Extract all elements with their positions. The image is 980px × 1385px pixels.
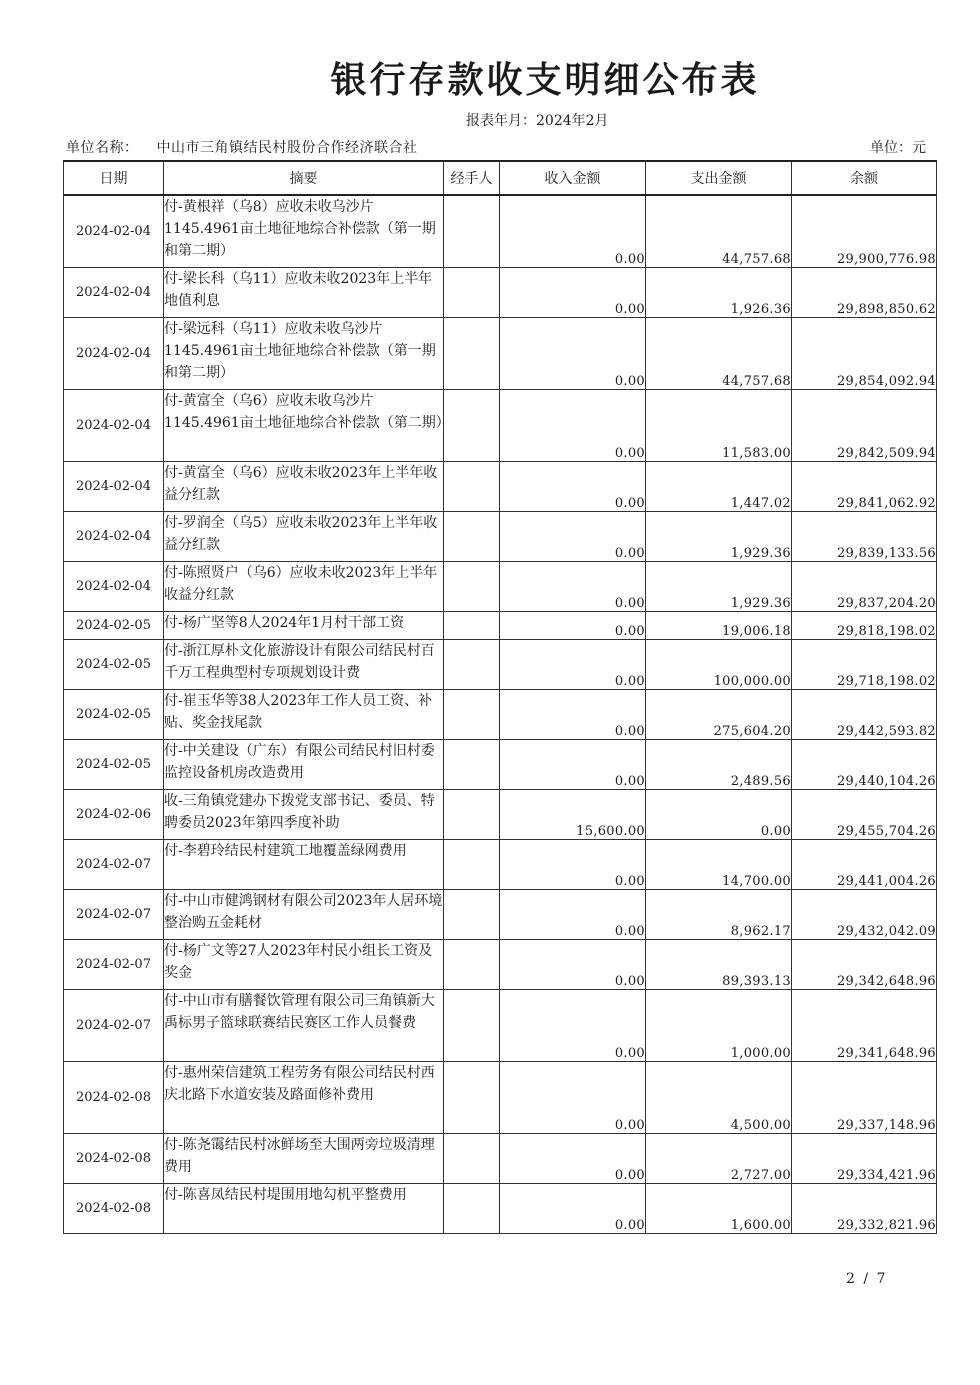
cell-expense: 100,000.00: [646, 639, 792, 689]
cell-expense: 44,757.68: [646, 317, 792, 389]
table-row: [64, 389, 937, 461]
cell-summary: 付-浙江厚朴文化旅游设计有限公司结民村百千万工程典型村专项规划设计费: [164, 639, 444, 689]
cell-summary: 付-崔玉华等38人2023年工作人员工资、补贴、奖金找尾款: [164, 689, 444, 739]
cell-summary: 付-陈尧霭结民村冰鲜场至大围两旁垃圾清理费用: [164, 1133, 444, 1183]
cell-balance: 29,440,104.26: [792, 739, 937, 789]
cell-summary: 付-中山市有膳餐饮管理有限公司三角镇新大禹标男子篮球联赛结民赛区工作人员餐费: [164, 989, 444, 1061]
table-row: [64, 1133, 937, 1183]
cell-balance: 29,334,421.96: [792, 1133, 937, 1183]
table-row: [64, 511, 937, 561]
cell-balance: 29,839,133.56: [792, 511, 937, 561]
cell-date: 2024-02-05: [64, 739, 164, 789]
table-row: [64, 689, 937, 739]
cell-summary: 付-梁远科（乌11）应收未收乌沙片1145.4961亩土地征地综合补偿款（第一期和第二期）: [164, 317, 444, 389]
column-header-income: 收入金额: [500, 161, 646, 195]
cell-expense: 1,929.36: [646, 561, 792, 611]
cell-expense: 1,447.02: [646, 461, 792, 511]
cell-income: 0.00: [500, 511, 646, 561]
cell-balance: 29,441,004.26: [792, 839, 937, 889]
cell-expense: 1,600.00: [646, 1183, 792, 1233]
cell-summary: 付-黄富全（乌6）应收未收2023年上半年收益分红款: [164, 461, 444, 511]
cell-date: 2024-02-04: [64, 195, 164, 267]
cell-summary: 付-中山市健鸿钢材有限公司2023年人居环境整治购五金耗材: [164, 889, 444, 939]
cell-date: 2024-02-07: [64, 889, 164, 939]
cell-date: 2024-02-08: [64, 1061, 164, 1133]
cell-date: 2024-02-04: [64, 317, 164, 389]
cell-handler: [444, 1183, 500, 1233]
cell-summary: 付-陈喜凤结民村堤围用地勾机平整费用: [164, 1183, 444, 1233]
cell-handler: [444, 461, 500, 511]
column-header-expense: 支出金额: [646, 161, 792, 195]
cell-income: 0.00: [500, 889, 646, 939]
cell-handler: [444, 1061, 500, 1133]
cell-date: 2024-02-05: [64, 611, 164, 639]
cell-income: 0.00: [500, 1061, 646, 1133]
cell-expense: 89,393.13: [646, 939, 792, 989]
cell-income: 0.00: [500, 317, 646, 389]
cell-handler: [444, 195, 500, 267]
cell-handler: [444, 511, 500, 561]
table-row: [64, 317, 937, 389]
cell-summary: 付-中关建设（广东）有限公司结民村旧村委监控设备机房改造费用: [164, 739, 444, 789]
cell-summary: 付-李碧玲结民村建筑工地覆盖绿网费用: [164, 839, 444, 889]
cell-summary: 付-罗润全（乌5）应收未收2023年上半年收益分红款: [164, 511, 444, 561]
cell-income: 0.00: [500, 1183, 646, 1233]
report-date: 报表年月：2024年2月: [466, 113, 609, 129]
table-row: [64, 461, 937, 511]
cell-balance: 29,455,704.26: [792, 789, 937, 839]
cell-date: 2024-02-06: [64, 789, 164, 839]
cell-balance: 29,842,509.94: [792, 389, 937, 461]
cell-expense: 1,000.00: [646, 989, 792, 1061]
cell-date: 2024-02-04: [64, 267, 164, 317]
cell-income: 0.00: [500, 195, 646, 267]
table-row: [64, 1183, 937, 1233]
cell-expense: 4,500.00: [646, 1061, 792, 1133]
cell-date: 2024-02-07: [64, 839, 164, 889]
cell-balance: 29,442,593.82: [792, 689, 937, 739]
cell-date: 2024-02-04: [64, 389, 164, 461]
cell-summary: 付-杨广文等27人2023年村民小组长工资及奖金: [164, 939, 444, 989]
cell-income: 0.00: [500, 267, 646, 317]
cell-balance: 29,341,648.96: [792, 989, 937, 1061]
cell-handler: [444, 739, 500, 789]
cell-income: 0.00: [500, 739, 646, 789]
cell-expense: 1,929.36: [646, 511, 792, 561]
cell-expense: 44,757.68: [646, 195, 792, 267]
table-row: [64, 789, 937, 839]
table-row: [64, 639, 937, 689]
cell-balance: 29,854,092.94: [792, 317, 937, 389]
currency-unit: 单位：元: [870, 140, 926, 156]
cell-balance: 29,818,198.02: [792, 611, 937, 639]
cell-handler: [444, 267, 500, 317]
cell-date: 2024-02-08: [64, 1183, 164, 1233]
page-number: 2 / 7: [846, 1271, 888, 1287]
cell-date: 2024-02-07: [64, 989, 164, 1061]
cell-expense: 275,604.20: [646, 689, 792, 739]
cell-handler: [444, 939, 500, 989]
cell-date: 2024-02-04: [64, 461, 164, 511]
cell-date: 2024-02-04: [64, 561, 164, 611]
cell-income: 0.00: [500, 689, 646, 739]
cell-balance: 29,837,204.20: [792, 561, 937, 611]
table-row: [64, 195, 937, 267]
unit-name-line: [66, 137, 418, 157]
column-header-handler: 经手人: [444, 161, 500, 195]
table-row: [64, 561, 937, 611]
cell-summary: 付-黄富全（乌6）应收未收乌沙片1145.4961亩土地征地综合补偿款（第二期）: [164, 389, 444, 461]
table-row: [64, 611, 937, 639]
cell-date: 2024-02-05: [64, 689, 164, 739]
page-title: 银行存款收支明细公布表: [330, 60, 760, 101]
cell-date: 2024-02-04: [64, 511, 164, 561]
cell-expense: 19,006.18: [646, 611, 792, 639]
cell-summary: 付-黄根祥（乌8）应收未收乌沙片1145.4961亩土地征地综合补偿款（第一期和第二期）: [164, 195, 444, 267]
cell-income: 0.00: [500, 561, 646, 611]
cell-income: 15,600.00: [500, 789, 646, 839]
cell-summary: 收-三角镇党建办下拨党支部书记、委员、特聘委员2023年第四季度补助: [164, 789, 444, 839]
table-row: [64, 1061, 937, 1133]
cell-date: 2024-02-07: [64, 939, 164, 989]
column-header-balance: 余额: [792, 161, 937, 195]
cell-handler: [444, 689, 500, 739]
unit-name: 中山市三角镇结民村股份合作经济联合社: [156, 140, 418, 156]
cell-handler: [444, 389, 500, 461]
cell-summary: 付-惠州荣信建筑工程劳务有限公司结民村西庆北路下水道安装及路面修补费用: [164, 1061, 444, 1133]
cell-income: 0.00: [500, 461, 646, 511]
cell-handler: [444, 639, 500, 689]
table-row: [64, 739, 937, 789]
cell-expense: 2,489.56: [646, 739, 792, 789]
table-row: [64, 989, 937, 1061]
cell-balance: 29,898,850.62: [792, 267, 937, 317]
cell-balance: 29,332,821.96: [792, 1183, 937, 1233]
cell-balance: 29,342,648.96: [792, 939, 937, 989]
cell-date: 2024-02-05: [64, 639, 164, 689]
cell-expense: 0.00: [646, 789, 792, 839]
table-row: [64, 939, 937, 989]
cell-date: 2024-02-08: [64, 1133, 164, 1183]
cell-balance: 29,718,198.02: [792, 639, 937, 689]
cell-income: 0.00: [500, 839, 646, 889]
cell-income: 0.00: [500, 611, 646, 639]
header-row: [64, 161, 937, 195]
cell-summary: 付-陈照贤户（乌6）应收未收2023年上半年收益分红款: [164, 561, 444, 611]
cell-income: 0.00: [500, 989, 646, 1061]
cell-handler: [444, 989, 500, 1061]
cell-expense: 2,727.00: [646, 1133, 792, 1183]
cell-balance: 29,337,148.96: [792, 1061, 937, 1133]
cell-handler: [444, 889, 500, 939]
cell-income: 0.00: [500, 639, 646, 689]
cell-balance: 29,900,776.98: [792, 195, 937, 267]
cell-balance: 29,432,042.09: [792, 889, 937, 939]
ledger-table: [63, 160, 937, 1234]
cell-handler: [444, 317, 500, 389]
cell-handler: [444, 839, 500, 889]
cell-expense: 14,700.00: [646, 839, 792, 889]
table-row: [64, 889, 937, 939]
cell-handler: [444, 561, 500, 611]
cell-income: 0.00: [500, 1133, 646, 1183]
cell-handler: [444, 789, 500, 839]
cell-income: 0.00: [500, 389, 646, 461]
table-row: [64, 267, 937, 317]
cell-income: 0.00: [500, 939, 646, 989]
cell-expense: 11,583.00: [646, 389, 792, 461]
cell-handler: [444, 1133, 500, 1183]
cell-expense: 8,962.17: [646, 889, 792, 939]
cell-handler: [444, 611, 500, 639]
cell-expense: 1,926.36: [646, 267, 792, 317]
cell-summary: 付-梁长科（乌11）应收未收2023年上半年地值利息: [164, 267, 444, 317]
unit-name-label: 单位名称：: [66, 140, 139, 156]
column-header-date: 日期: [64, 161, 164, 195]
table-row: [64, 839, 937, 889]
cell-balance: 29,841,062.92: [792, 461, 937, 511]
column-header-summary: 摘要: [164, 161, 444, 195]
cell-summary: 付-杨广坚等8人2024年1月村干部工资: [164, 611, 444, 639]
